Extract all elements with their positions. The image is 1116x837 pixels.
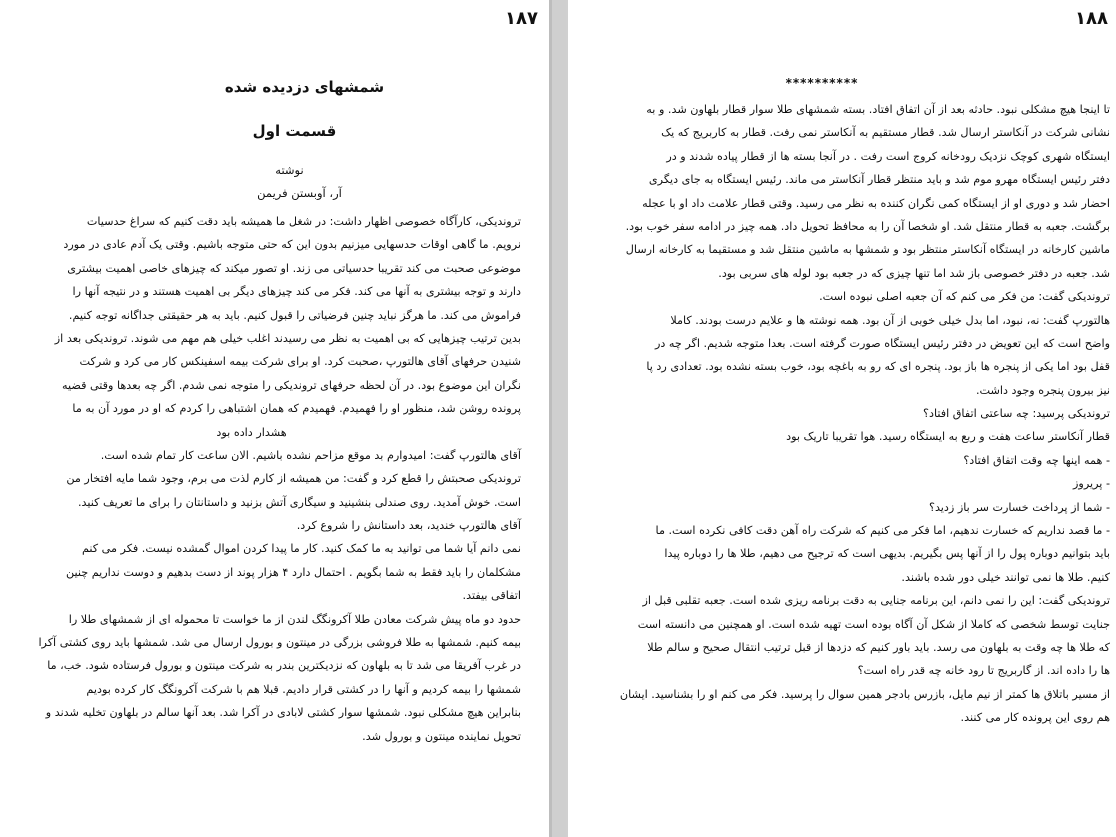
- text-line: فراموش می کند. ما هرگز نباید چنین فرضیاتی را قبول کنیم. باید به هر حقیقتی جداگانه توجه کنیم.: [68, 308, 521, 322]
- text-line: آقای هالتورپ گفت: امیدوارم بد موقع مزاحم نشده باشیم. الان ساعت کار تمام شده است.: [100, 448, 521, 462]
- text-line: دارند و توجه بیشتری به آنها می کند. فکر می کند چیزهای دیگر بی اهمیت هستند و در نتیجه آنها را: [72, 285, 521, 299]
- text-line: ماشین کارخانه در ایستگاه آنکاستر منتظر بود و شمشها به ماشین منتقل شد و مستقیما به کارخانه ارسال: [625, 243, 1110, 257]
- text-line: مشکلمان را باید فقط به شما بگویم . احتمال دارد ۴ هزار پوند از دست بدهیم و دوست نداریم چنین: [65, 565, 521, 579]
- text-line: برگشت. جعبه به قطار منتقل شد. او شخصا آن را به محافظ تحویل داد. همه چیز در ادامه سفر خوب بود.: [625, 219, 1110, 233]
- text-line: تروندیکی، کارآگاه خصوصی اظهار داشت: در شغل ما همیشه باید دقت کنیم که سراغ حدسیات: [86, 215, 521, 228]
- text-line: پرونده روشن شد، منظور او را فهمیدم. فهمیدم که همان اشتباهی را کردم که او در مورد آن به ما: [72, 402, 521, 416]
- text-line: نیز بیرون پنجره وجود داشت.: [976, 383, 1110, 397]
- text-line: کنیم. طلا ها نمی توانند خیلی دور شده باشند.: [901, 570, 1110, 584]
- text-line: جنایت توسط شخصی که کاملا از شکل آن آگاه بوده است تهیه شده است. او همچنین می دانسته است: [637, 617, 1110, 631]
- text-line: نمی دانم آیا شما می توانید به ما کمک کنید. کار ما پیدا کردن اموال گمشده نیست. فکر می کنم: [81, 542, 521, 556]
- left-body-text: [0, 210, 549, 748]
- text-line: هالتورپ گفت: نه، نبود، اما بدل خیلی خوبی از آن بود. همه نوشته ها و علایم درست بودند. کاملا: [670, 313, 1110, 327]
- text-line: نشانی شرکت در آنکاستر ارسال شد. قطار مستقیم به آنکاستر نمی رفت. قطار به کاربریج که یک: [661, 126, 1110, 140]
- text-line: شمشها را بیمه کردیم و آنها را در کشتی قرار دادیم. قبلا هم با شرکت آکرونگگ کار کرده بودیم: [86, 682, 521, 696]
- part-heading: قسمت اول: [252, 122, 337, 140]
- story-title: شمشهای دزدیده شده: [224, 78, 385, 96]
- text-line: احضار شد و دوری او از ایستگاه کمی نگران کننده به نظر می رسید. وقتی قطار علامت داد او با عجله: [642, 196, 1110, 210]
- byline-label: نوشته: [275, 163, 304, 177]
- text-line: تا اینجا هیچ مشکلی نبود. حادثه بعد از آن اتفاق افتاد. بسته شمشهای طلا سوار قطار بلهاون شد. و به: [646, 103, 1110, 116]
- text-line: تروندیکی پرسید: چه ساعتی اتفاق افتاد؟: [923, 407, 1110, 421]
- text-line: تروندیکی صحبتش را قطع کرد و گفت: من همیشه از کارم لذت می برم، وجود شما مایه افتخار من: [66, 472, 521, 486]
- text-line: ها را داده اند. از گاربریج تا رود خانه چه قدر راه است؟: [857, 664, 1110, 678]
- text-line: باید بتوانیم دوباره پول را از آنها پس بگیریم. بدیهی است که ترجیح می دهیم، طلا ها را دوباره پیدا: [664, 547, 1110, 561]
- text-line: نگران این موضوع بود. در آن لحظه حرفهای تروندیکی را متوجه نمی شدم. اگر چه بعدها وقتی قضیه: [62, 378, 521, 392]
- text-line: تروندیکی گفت: این را نمی دانم، این برنامه جنایی به دقت برنامه ریزی شده است. جعبه تقلبی قبل از: [642, 594, 1110, 608]
- text-line: تحویل نماینده مینتون و بورول شد.: [362, 729, 521, 743]
- text-line: حدود دو ماه پیش شرکت معادن طلا آکرونگگ لندن از ما خواست تا محموله ای از شمشهای طلا را: [68, 612, 521, 626]
- text-line: - شما از پرداخت خسارت سر باز زدید؟: [929, 500, 1110, 514]
- text-line: - ما قصد نداریم که خسارت ندهیم، اما فکر می کنیم که شرکت راه آهن دقت کافی نکرده است. ما: [655, 524, 1110, 538]
- text-line: که طلا ها چه وقت به بلهاون می رسد. باید باور کنیم که دزدها از قبل ترتیب انتقال صحیح و سالم طلا: [647, 640, 1110, 654]
- text-line: واضح است که این تعویض در دفتر رئیس ایستگاه صورت گرفته است. بعدا متوجه شدیم. اگر چه در: [654, 336, 1110, 350]
- text-line: شد. جعبه در دفتر خصوصی باز شد اما تنها چیزی که در جعبه بود لوله های سربی بود.: [718, 266, 1110, 280]
- text-line: دفتر رئیس ایستگاه مهرو موم شد و باید منتظر قطار آنکاستر می ماند. رئیس ایستگاه به جای دیگری: [648, 173, 1110, 187]
- text-line: هشدار داده بود: [216, 425, 287, 439]
- text-line: بیمه کنیم. شمشها به طلا فروشی بزرگی در مینتون و بورول ارسال می شد. شمشها باید روی کشتی آکرا: [38, 636, 521, 650]
- text-line: - همه اینها چه وقت اتفاق افتاد؟: [963, 453, 1110, 467]
- page-number: ۱۸۸: [1075, 8, 1108, 29]
- right-page: [566, 0, 1116, 837]
- text-line: - پریروز: [1073, 477, 1110, 491]
- text-line: نرویم. ما گاهی اوقات حدسهایی میزنیم بدون این که حتی متوجه باشیم. وقتی یک آدم عادی در مورد: [63, 238, 521, 252]
- text-line: است. خوش آمدید. روی صندلی بنشینید و سیگاری آتش بزنید و داستانتان را برای ما تعریف کنید.: [77, 495, 521, 509]
- text-line: تروندیکی گفت: من فکر می کنم که آن جعبه اصلی نبوده است.: [819, 290, 1110, 304]
- section-separator: **********: [785, 76, 859, 90]
- text-line: شنیدن حرفهای آقای هالتورپ ،صحبت کرد. او برای شرکت بیمه اسفینکس کار می کرد و شرکت: [79, 355, 521, 369]
- text-line: هم روی این پرونده کار می کنند.: [960, 711, 1110, 725]
- text-line: بدین ترتیب چیزهایی که بی اهمیت به نظر می رسیدند اغلب خیلی هم مهم می شوند. تروندیکی بعد از: [54, 331, 521, 345]
- text-line: قطار آنکاستر ساعت هفت و ربع به ایستگاه رسید. هوا تقریبا تاریک بود: [786, 430, 1110, 444]
- text-line: بنابراین هیچ مشکلی نبود. شمشها سوار کشتی لابادی در آکرا شد. بعد آنها سالم در بلهاون تخلیه شدند و: [45, 706, 521, 720]
- text-line: آقای هالتورپ خندید، بعد داستانش را شروع کرد.: [296, 519, 521, 533]
- text-line: موضوعی صحبت می کند تقریبا حدسیاتی می زند. او تصور میکند که چیزهای خاصی اهمیت بیشتری: [67, 261, 521, 275]
- page-number: ۱۸۷: [505, 8, 538, 29]
- book-gutter: [552, 0, 566, 837]
- left-page: [0, 0, 552, 837]
- text-line: از مسیر باتلاق ها کمتر از نیم مایل، بازرس بادجر همین سوال را پرسید. فکر می کنم او را بشناسید. ایشان: [619, 687, 1110, 701]
- author-name: آر، آوبستن فریمن: [257, 186, 342, 200]
- text-line: اتفاقی بیفتد.: [462, 589, 521, 603]
- right-body-text: [568, 98, 1116, 730]
- text-line: قفل بود اما یکی از پنجره ها باز بود. پنجره ای که رو به باغچه بود، خوب بسته نشده بود. تعدادی رد پا: [646, 360, 1110, 374]
- text-line: در غرب آفریقا می شد تا به بلهاون که نزدیکترین بندر به شرکت مینتون و بورول فرستاده شود. خب، ما: [47, 659, 521, 673]
- text-line: ایستگاه شهری کوچک نزدیک رودخانه کروج است رفت . در آنجا بسته ها از قطار پیاده شدند و در: [666, 149, 1110, 163]
